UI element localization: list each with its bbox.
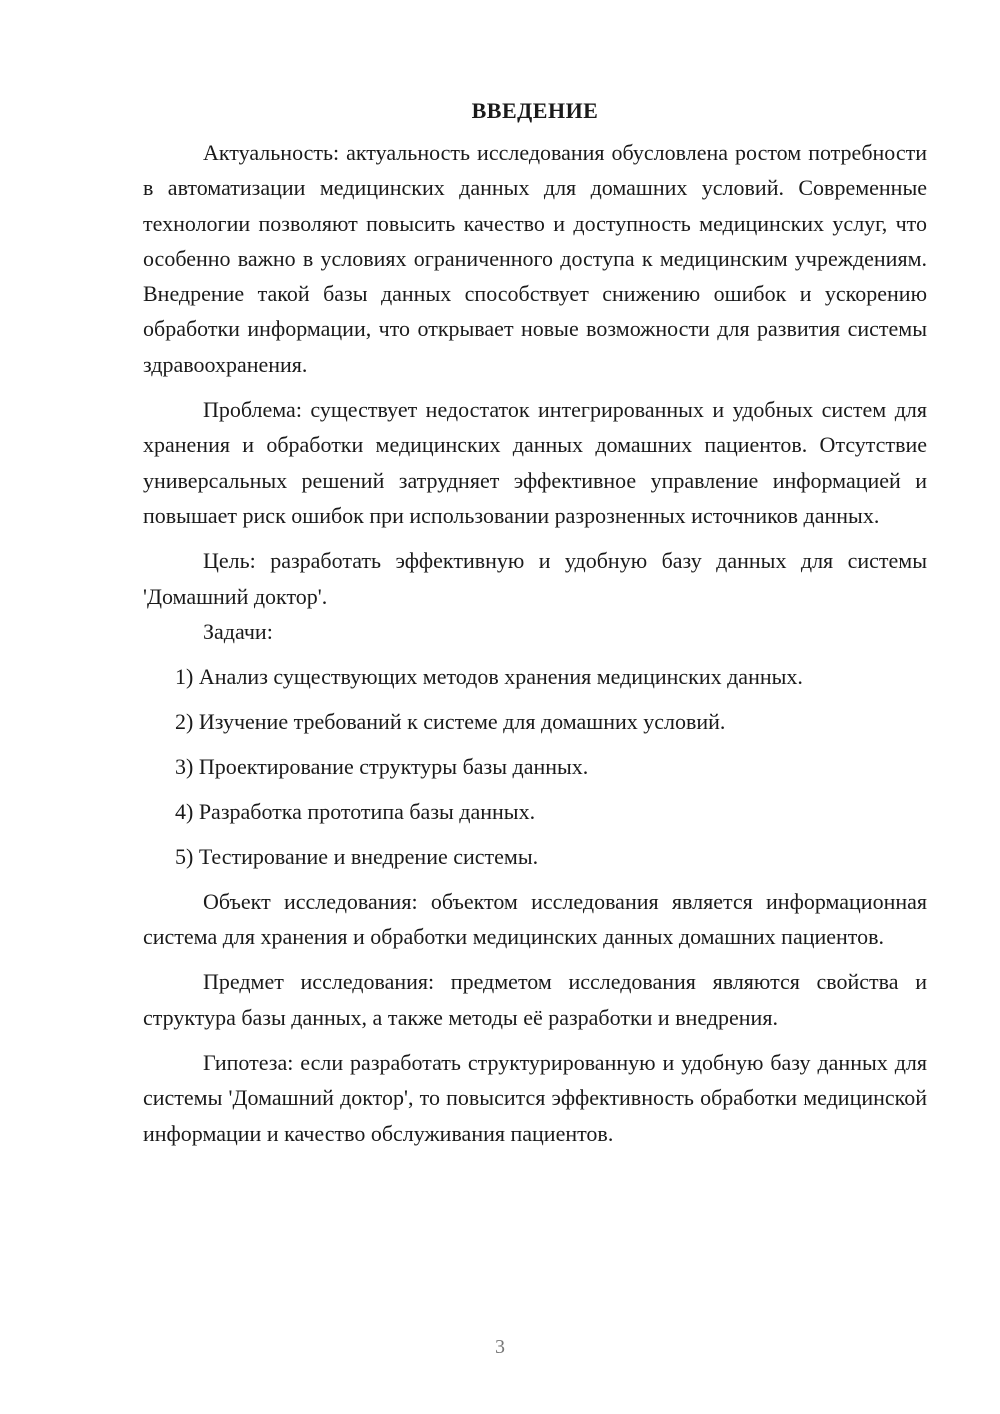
subject-paragraph: Предмет исследования: предметом исследования являются свойства и структура базы данных, а также методы её разработки и внедрения. xyxy=(143,969,927,1030)
tasks-label: Задачи: xyxy=(203,618,273,644)
document-page xyxy=(143,93,927,1151)
relevance-paragraph: Актуальность: актуальность исследования обусловлена ростом потребности в автоматизации медицинских данных для домашних условий. Современные технологии позволяют повысить качество и доступность медицинских услуг, что особенно важно в условиях ограниченного доступа к медицинским учреждениям. Внедрение такой базы данных способствует снижению ошибок и ускорению обработки информации, что открывает новые возможности для развития системы здравоохранения. xyxy=(143,140,927,377)
page-number: 3 xyxy=(495,1336,505,1358)
section-heading: ВВЕДЕНИЕ xyxy=(471,98,599,123)
object-paragraph: Объект исследования: объектом исследования является информационная система для хранения и обработки медицинских данных домашних пациентов. xyxy=(143,888,927,950)
problem-paragraph: Проблема: существует недостаток интегрированных и удобных систем для хранения и обработки медицинских данных домашних пациентов. Отсутствие универсальных решений затрудняет эффективное управление информацией и повышает риск ошибок при использовании разрозненных источников данных. xyxy=(143,397,927,528)
goal-paragraph: Цель: разработать эффективную и удобную базу данных для системы 'Домашний доктор'. xyxy=(143,548,927,609)
task-item: 4) Разработка прототипа базы данных. xyxy=(175,798,536,824)
hypothesis-paragraph: Гипотеза: если разработать структурированную и удобную базу данных для системы 'Домашний доктор', то повысится эффективность обработки медицинской информации и качество обслуживания пациентов. xyxy=(143,1050,927,1146)
task-item: 1) Анализ существующих методов хранения медицинских данных. xyxy=(175,663,803,689)
task-item: 3) Проектирование структуры базы данных. xyxy=(175,753,589,779)
task-item: 2) Изучение требований к системе для домашних условий. xyxy=(175,708,726,734)
task-item: 5) Тестирование и внедрение системы. xyxy=(175,843,539,869)
